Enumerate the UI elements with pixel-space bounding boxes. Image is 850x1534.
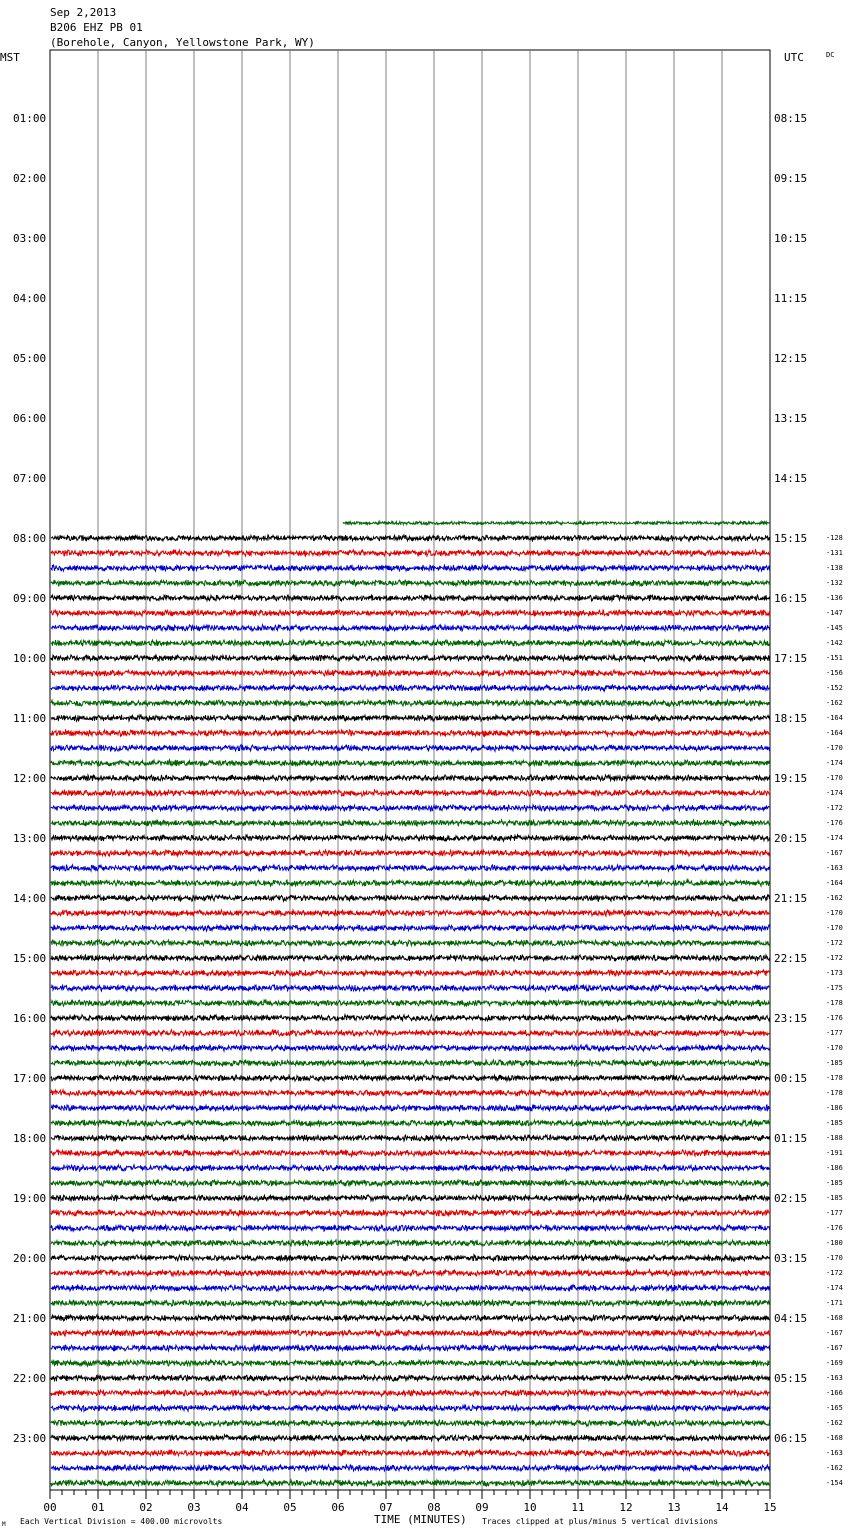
x-tick-label: 04 (235, 1501, 249, 1514)
seismic-trace (51, 1135, 770, 1141)
dc-offset-label: -151 (826, 654, 843, 662)
dc-label: DC (826, 51, 835, 59)
dc-offset-label: -162 (826, 699, 843, 707)
utc-hour-label: 06:15 (774, 1432, 808, 1445)
seismic-trace (51, 565, 770, 572)
seismic-trace (51, 715, 770, 721)
mst-hour-label: 10:00 (13, 652, 47, 665)
x-tick-label: 15 (763, 1501, 777, 1514)
x-tick-label: 09 (475, 1501, 489, 1514)
seismic-trace (51, 850, 770, 856)
dc-offset-label: -177 (826, 1209, 843, 1217)
seismic-trace (51, 1435, 770, 1441)
x-tick-label: 01 (91, 1501, 105, 1514)
dc-offset-label: -170 (826, 1044, 843, 1052)
mst-hour-label: 14:00 (13, 892, 47, 905)
seismic-trace (51, 685, 770, 691)
utc-hour-label: 11:15 (774, 292, 808, 305)
dc-offset-label: -167 (826, 849, 843, 857)
seismic-trace (51, 970, 770, 976)
dc-offset-label: -171 (826, 1299, 843, 1307)
dc-offset-label: -188 (826, 1134, 843, 1142)
dc-offset-label: -154 (826, 1479, 843, 1487)
seismic-trace (51, 1210, 770, 1216)
mst-hour-labels (13, 112, 46, 1445)
mst-hour-label: 23:00 (13, 1432, 47, 1445)
seismic-trace (51, 790, 770, 796)
utc-hour-label: 20:15 (774, 832, 808, 845)
seismic-trace (51, 535, 770, 541)
scale-note: Each Vertical Division = 400.00 microvolts (20, 1517, 223, 1526)
dc-offset-label: -177 (826, 1029, 843, 1037)
seismic-trace (51, 1420, 770, 1426)
dc-offset-label: -168 (826, 1434, 843, 1442)
x-tick-label: 10 (523, 1501, 537, 1514)
dc-offset-label: -156 (826, 669, 843, 677)
mst-hour-label: 05:00 (13, 352, 47, 365)
dc-offset-label: -170 (826, 924, 843, 932)
mst-hour-label: 13:00 (13, 832, 47, 845)
chart-date: Sep 2,2013 (50, 6, 117, 19)
dc-offset-label: -176 (826, 1014, 843, 1022)
utc-hour-label: 03:15 (774, 1252, 808, 1265)
dc-offset-label: -172 (826, 804, 843, 812)
seismic-trace (51, 1315, 770, 1321)
x-axis-title: TIME (MINUTES) (374, 1513, 467, 1526)
dc-offset-label: -185 (826, 1119, 843, 1127)
mst-hour-label: 09:00 (13, 592, 47, 605)
seismic-trace (51, 550, 770, 557)
dc-offset-labels (826, 534, 843, 1487)
seismic-trace (51, 1225, 770, 1231)
dc-offset-label: -145 (826, 624, 843, 632)
utc-hour-label: 08:15 (774, 112, 808, 125)
station-location: (Borehole, Canyon, Yellowstone Park, WY) (50, 36, 315, 49)
clip-note: Traces clipped at plus/minus 5 vertical divisions (482, 1517, 719, 1526)
mst-hour-label: 06:00 (13, 412, 47, 425)
dc-offset-label: -185 (826, 1179, 843, 1187)
x-tick-label: 11 (571, 1501, 585, 1514)
seismic-trace (51, 1270, 770, 1276)
utc-hour-label: 05:15 (774, 1372, 808, 1385)
station-id: B206 EHZ PB 01 (50, 21, 143, 34)
dc-offset-label: -170 (826, 774, 843, 782)
dc-offset-label: -162 (826, 1464, 843, 1472)
x-tick-label: 13 (667, 1501, 681, 1514)
dc-offset-label: -142 (826, 639, 843, 647)
utc-hour-label: 16:15 (774, 592, 808, 605)
dc-offset-label: -185 (826, 1194, 843, 1202)
dc-offset-label: -173 (826, 969, 843, 977)
dc-offset-label: -162 (826, 894, 843, 902)
dc-offset-label: -147 (826, 609, 843, 617)
seismic-trace (51, 775, 770, 781)
dc-offset-label: -178 (826, 1089, 843, 1097)
seismic-trace (51, 625, 770, 631)
dc-offset-label: -164 (826, 714, 843, 722)
seismic-trace (51, 1450, 770, 1456)
right-timezone-label: UTC (784, 51, 804, 64)
utc-hour-label: 15:15 (774, 532, 808, 545)
seismic-trace (51, 1345, 770, 1351)
dc-offset-label: -164 (826, 729, 843, 737)
seismic-trace (51, 1375, 770, 1381)
mst-hour-label: 07:00 (13, 472, 47, 485)
seismic-trace (51, 1105, 770, 1111)
dc-offset-label: -170 (826, 744, 843, 752)
seismic-trace (51, 895, 770, 901)
dc-offset-label: -176 (826, 1224, 843, 1232)
seismic-trace (51, 1030, 770, 1036)
dc-offset-label: -162 (826, 1419, 843, 1427)
dc-offset-label: -178 (826, 999, 843, 1007)
seismic-trace (51, 820, 770, 826)
dc-offset-label: -180 (826, 1239, 843, 1247)
mst-hour-label: 01:00 (13, 112, 47, 125)
utc-hour-label: 13:15 (774, 412, 808, 425)
utc-hour-label: 01:15 (774, 1132, 808, 1145)
utc-hour-label: 18:15 (774, 712, 808, 725)
mst-hour-label: 02:00 (13, 172, 47, 185)
seismic-trace (51, 730, 770, 737)
dc-offset-label: -170 (826, 909, 843, 917)
seismic-trace (51, 1240, 770, 1246)
seismic-trace (51, 640, 770, 647)
mst-hour-label: 12:00 (13, 772, 47, 785)
dc-offset-label: -167 (826, 1344, 843, 1352)
seismic-trace (51, 1255, 770, 1261)
x-tick-label: 05 (283, 1501, 297, 1514)
utc-hour-label: 10:15 (774, 232, 808, 245)
mst-hour-label: 19:00 (13, 1192, 47, 1205)
mst-hour-label: 18:00 (13, 1132, 47, 1145)
seismic-trace (51, 1285, 770, 1292)
seismic-trace (51, 1150, 770, 1156)
dc-offset-label: -152 (826, 684, 843, 692)
mst-hour-label: 17:00 (13, 1072, 47, 1085)
seismic-trace (51, 1090, 770, 1096)
seismic-trace (51, 580, 770, 586)
seismic-trace (51, 835, 770, 841)
dc-offset-label: -163 (826, 864, 843, 872)
x-tick-label: 12 (619, 1501, 633, 1514)
dc-offset-label: -131 (826, 549, 843, 557)
dc-offset-label: -167 (826, 1329, 843, 1337)
dc-offset-label: -136 (826, 594, 843, 602)
seismic-trace (51, 940, 770, 946)
utc-hour-label: 22:15 (774, 952, 808, 965)
mst-hour-label: 15:00 (13, 952, 47, 965)
dc-offset-label: -128 (826, 534, 843, 542)
mst-hour-label: 21:00 (13, 1312, 47, 1325)
dc-offset-label: -172 (826, 954, 843, 962)
dc-offset-label: -163 (826, 1449, 843, 1457)
seismic-trace (51, 925, 770, 931)
seismic-trace (51, 1330, 770, 1336)
x-tick-label: 08 (427, 1501, 441, 1514)
seismic-trace (51, 985, 770, 991)
seismic-trace (51, 1165, 770, 1171)
utc-hour-labels (774, 112, 807, 1445)
utc-hour-label: 17:15 (774, 652, 808, 665)
seismic-trace (51, 1360, 770, 1366)
utc-hour-label: 14:15 (774, 472, 808, 485)
x-tick-label: 00 (43, 1501, 57, 1514)
dc-offset-label: -178 (826, 1074, 843, 1082)
dc-offset-label: -174 (826, 834, 843, 842)
seismic-trace (51, 1015, 770, 1021)
x-tick-label: 02 (139, 1501, 153, 1514)
dc-offset-label: -168 (826, 1314, 843, 1322)
left-timezone-label: MST (0, 51, 20, 64)
utc-hour-label: 04:15 (774, 1312, 808, 1325)
x-tick-label: 03 (187, 1501, 201, 1514)
utc-hour-label: 02:15 (774, 1192, 808, 1205)
utc-hour-label: 00:15 (774, 1072, 808, 1085)
seismic-trace (51, 670, 770, 676)
dc-offset-label: -176 (826, 819, 843, 827)
dc-offset-label: -132 (826, 579, 843, 587)
dc-offset-label: -172 (826, 939, 843, 947)
dc-offset-label: -170 (826, 1254, 843, 1262)
seismic-trace (51, 805, 770, 812)
mst-hour-label: 11:00 (13, 712, 47, 725)
seismic-trace (51, 655, 770, 661)
seismic-trace (51, 910, 770, 916)
x-tick-label: 07 (379, 1501, 393, 1514)
x-tick-label: 14 (715, 1501, 729, 1514)
dc-offset-label: -185 (826, 1059, 843, 1067)
dc-offset-label: -172 (826, 1269, 843, 1277)
mst-hour-label: 22:00 (13, 1372, 47, 1385)
utc-hour-label: 19:15 (774, 772, 808, 785)
seismic-trace (51, 1120, 770, 1126)
dc-offset-label: -166 (826, 1389, 843, 1397)
seismic-trace (51, 1390, 770, 1396)
dc-offset-label: -174 (826, 1284, 843, 1292)
x-tick-label: 06 (331, 1501, 345, 1514)
utc-hour-label: 23:15 (774, 1012, 808, 1025)
x-axis (43, 1490, 776, 1514)
utc-hour-label: 09:15 (774, 172, 808, 185)
seismic-trace (51, 1300, 770, 1306)
dc-offset-label: -174 (826, 759, 843, 767)
dc-offset-label: -186 (826, 1104, 843, 1112)
seismic-trace (51, 700, 770, 706)
utc-hour-label: 12:15 (774, 352, 808, 365)
seismic-trace (51, 1480, 770, 1486)
mst-hour-label: 04:00 (13, 292, 47, 305)
seismic-trace (51, 1045, 770, 1051)
mst-hour-label: 03:00 (13, 232, 47, 245)
dc-offset-label: -186 (826, 1164, 843, 1172)
seismic-trace (51, 595, 770, 601)
seismic-trace (51, 1195, 770, 1201)
seismic-trace (51, 955, 770, 961)
seismic-trace (51, 1180, 770, 1186)
seismic-trace (51, 760, 770, 766)
dc-offset-label: -175 (826, 984, 843, 992)
dc-offset-label: -165 (826, 1404, 843, 1412)
seismic-trace (51, 865, 770, 872)
corner-mark: M (2, 1521, 6, 1528)
seismic-trace (51, 1000, 770, 1006)
mst-hour-label: 16:00 (13, 1012, 47, 1025)
dc-offset-label: -138 (826, 564, 843, 572)
mst-hour-label: 08:00 (13, 532, 47, 545)
dc-offset-label: -191 (826, 1149, 843, 1157)
seismic-trace (343, 521, 770, 524)
seismic-trace (51, 880, 770, 886)
seismic-trace (51, 745, 770, 751)
seismic-trace (51, 1060, 770, 1066)
dc-offset-label: -174 (826, 789, 843, 797)
utc-hour-label: 21:15 (774, 892, 808, 905)
dc-offset-label: -169 (826, 1359, 843, 1367)
mst-hour-label: 20:00 (13, 1252, 47, 1265)
dc-offset-label: -163 (826, 1374, 843, 1382)
seismic-trace (51, 1465, 770, 1471)
seismic-traces (51, 521, 770, 1486)
seismic-trace (51, 610, 770, 616)
seismic-trace (51, 1075, 770, 1081)
seismic-trace (51, 1405, 770, 1411)
dc-offset-label: -164 (826, 879, 843, 887)
